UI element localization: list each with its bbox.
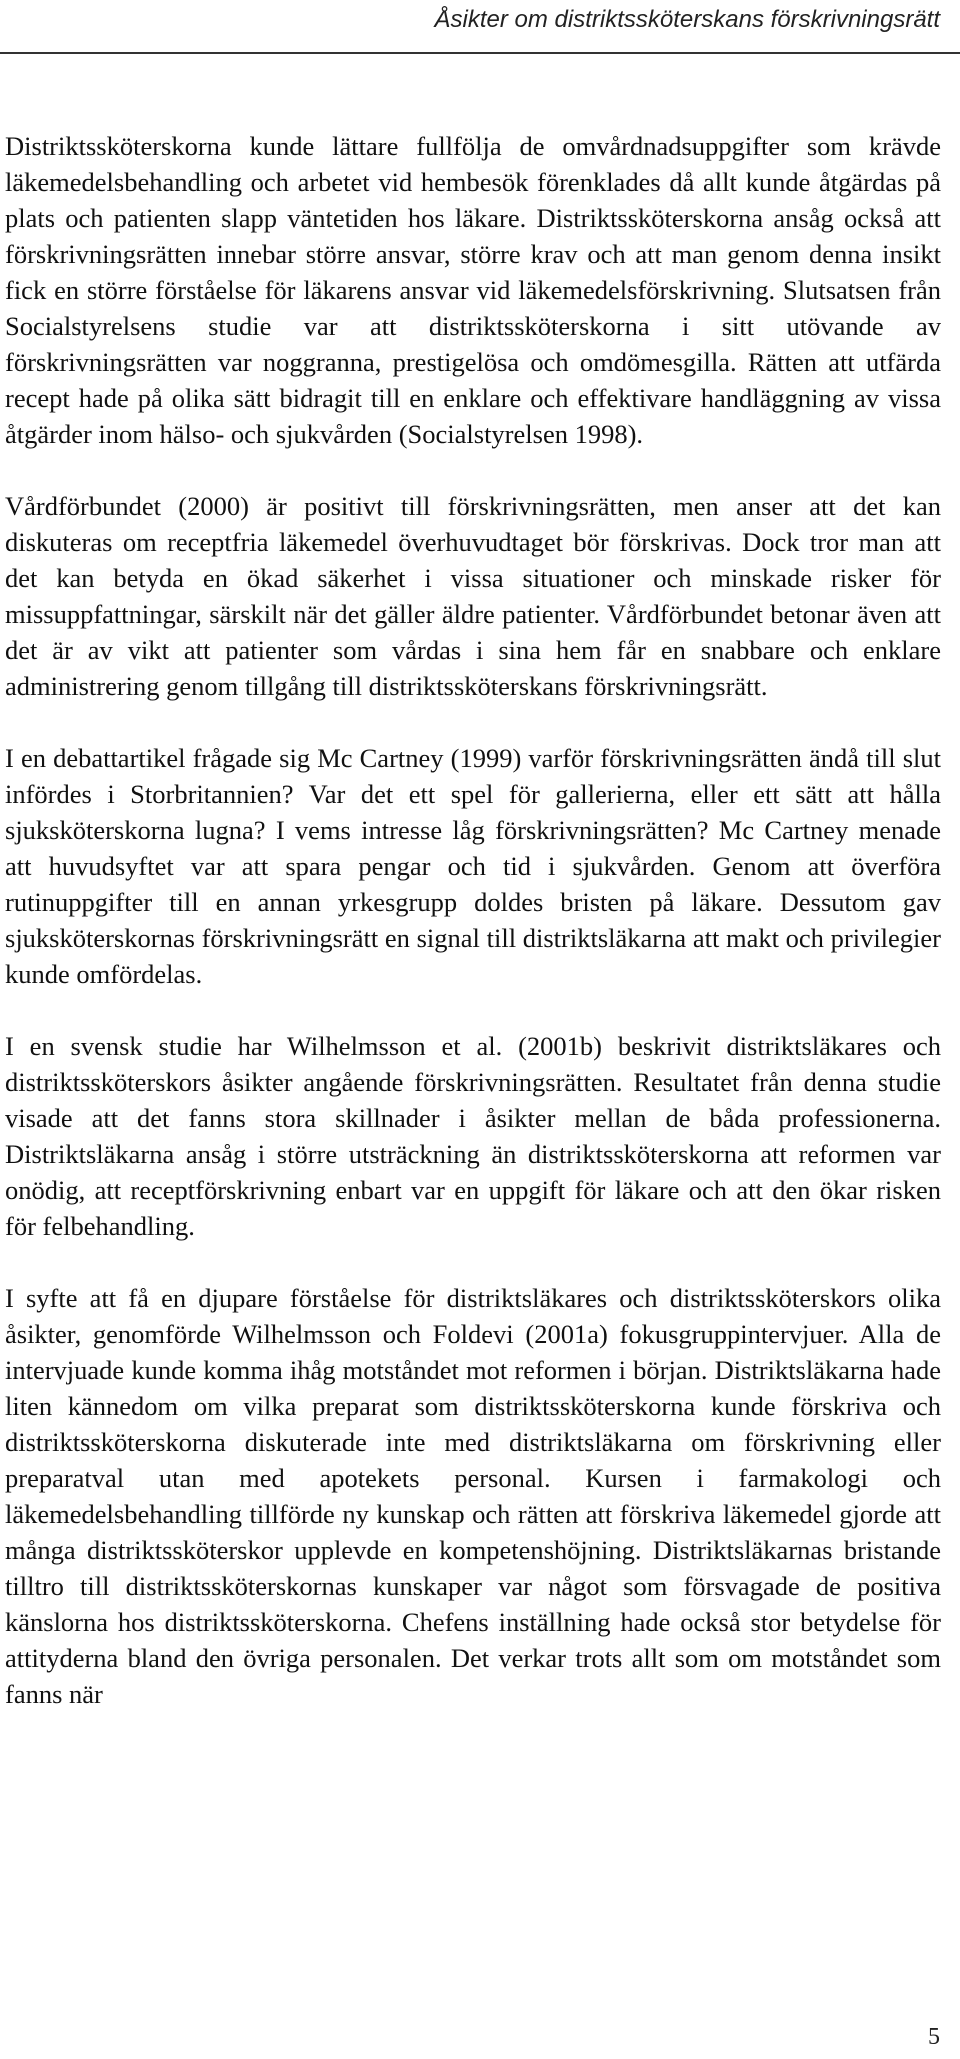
paragraph-2: Vårdförbundet (2000) är positivt till förskrivningsrätten, men anser att det kan diskuteras om receptfria läkemedel överhuvudtaget bör förskrivas. Dock tror man att det kan betyda en ökad säkerhet i vissa situationer och minskade risker för missuppfattningar, särskilt när det gäller äldre patienter. Vårdförbundet betonar även att det är av vikt att patienter som vårdas i sina hem får en snabbare och enklare administrering genom tillgång till distriktssköterskans förskrivningsrätt. [5,491,941,701]
page-number: 5 [928,2024,940,2050]
header-rule [0,52,960,54]
body-text [5,128,941,1748]
paragraph-5: I syfte att få en djupare förståelse för distriktsläkares och distriktssköterskors olika åsikter, genomförde Wilhelmsson och Foldevi (2001a) fokusgruppintervjuer. Alla de intervjuade kunde komma ihåg motståndet mot reformen i början. Distriktsläkarna hade liten kännedom om vilka preparat som distriktssköterskorna kunde förskriva och distriktssköterskorna diskuterade inte med distriktsläkarna om förskrivning eller preparatval utan med apotekets personal. Kursen i farmakologi och läkemedelsbehandling tillförde ny kunskap och rätten att förskriva läkemedel gjorde att många distriktssköterskor upplevde en kompetenshöjning. Distriktsläkarnas bristande tilltro till distriktssköterskornas kunskaper var något som försvagade de positiva känslorna hos distriktssköterskorna. Chefens inställning hade också stor betydelse för attityderna bland den övriga personalen. Det verkar trots allt som om motståndet som fanns när [5,1283,941,1709]
paragraph-4: I en svensk studie har Wilhelmsson et al. (2001b) beskrivit distriktsläkares och distriktssköterskors åsikter angående förskrivningsrätten. Resultatet från denna studie visade att det fanns stora skillnader i åsikter mellan de båda professionerna. Distriktsläkarna ansåg i större utsträckning än distriktssköterskorna att reformen var onödig, att receptförskrivning enbart var en uppgift för läkare och att den ökar risken för felbehandling. [5,1031,941,1241]
running-header: Åsikter om distriktssköterskans förskrivningsrätt [434,6,940,33]
paragraph-3: I en debattartikel frågade sig Mc Cartney (1999) varför förskrivningsrätten ändå till slut infördes i Storbritannien? Var det ett spel för gallerierna, eller ett sätt att hålla sjuksköterskorna lugna? I vems intresse låg förskrivningsrätten? Mc Cartney menade att huvudsyftet var att spara pengar och tid i sjukvården. Genom att överföra rutinuppgifter till en annan yrkesgrupp doldes bristen på läkare. Dessutom gav sjuksköterskornas förskrivningsrätt en signal till distriktsläkarna att makt och privilegier kunde omfördelas. [5,743,941,989]
paragraph-1: Distriktssköterskorna kunde lättare fullfölja de omvårdnadsuppgifter som krävde läkemedelsbehandling och arbetet vid hembesök förenklades då allt kunde åtgärdas på plats och patienten slapp väntetiden hos läkare. Distriktssköterskorna ansåg också att förskrivningsrätten innebar större ansvar, större krav och att man genom denna insikt fick en större förståelse för läkarens ansvar vid läkemedelsförskrivning. Slutsatsen från Socialstyrelsens studie var att distriktssköterskorna i sitt utövande av förskrivningsrätten var noggranna, prestigelösa och omdömesgilla. Rätten att utfärda recept hade på olika sätt bidragit till en enklare och effektivare handläggning av vissa åtgärder inom hälso- och sjukvården (Socialstyrelsen 1998). [5,131,941,449]
